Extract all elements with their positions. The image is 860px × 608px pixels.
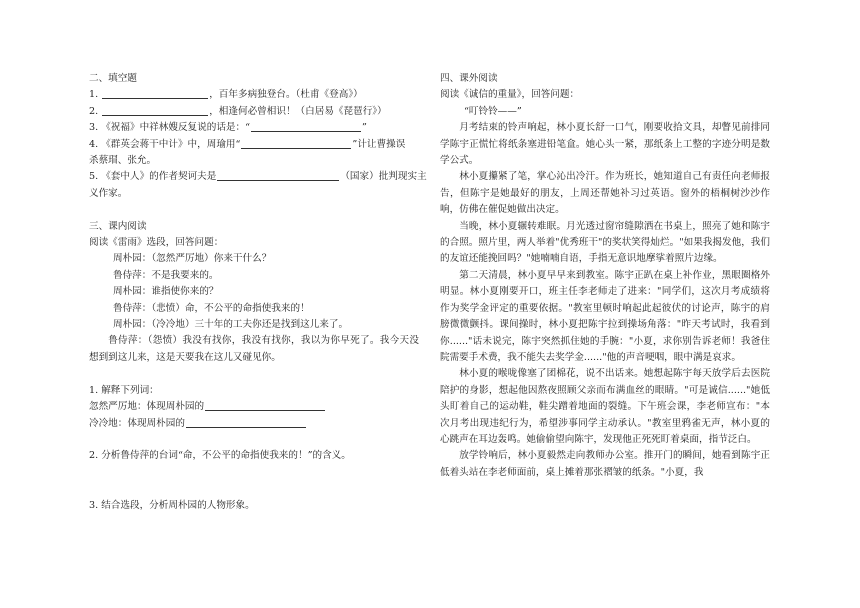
dialogue-line: 周朴园：谁指使你来的？	[113, 286, 219, 298]
story-opening-line: “叮铃铃——”	[464, 105, 522, 117]
answer-blank-3[interactable]	[251, 120, 361, 132]
answer-blank-1b[interactable]	[186, 416, 306, 428]
story-paragraph: 林小夏的喉咙像塞了团棉花，说不出话来。她想起陈宇每天放学后去医院陪护的身影，想起他因熬夜照顾父亲而布满血丝的眼睛。"可是诚信......"她低头盯着自己的运动鞋，鞋尖蹭着地面的裂缝。下午班会课，李老师宣布："本次月考出现违纪行为，希望涉事同学主动承认。"教室里鸦雀无声，林小夏的心跳声在耳边轰鸣。她偷偷望向陈宇，发现他正死死盯着桌面，指节泛白。	[440, 368, 770, 445]
answer-blank-4[interactable]	[241, 137, 351, 149]
extra-reading-heading: 四、课外阅读	[440, 73, 498, 84]
subquestion-3: 3. 结合选段，分析周朴园的人物形象。	[89, 499, 255, 511]
right-column	[440, 71, 770, 481]
answer-blank-1a[interactable]	[205, 399, 325, 411]
dialogue-line: 周朴园：（忽然严厉地）你来干什么？	[113, 253, 272, 265]
subquestion-1b-text: 冷冷地：体现周朴园的	[89, 417, 185, 429]
subquestion-1a-text: 忽然严厉地：体现周朴园的	[89, 401, 205, 413]
answer-blank-2[interactable]	[102, 104, 208, 116]
reading-intro: 阅读《雷雨》选段，回答问题：	[89, 237, 224, 249]
reading-heading: 三、课内阅读	[89, 220, 147, 232]
question-4	[89, 137, 419, 153]
question-2-text: ，相逢何必曾相识！（白居易《琵琶行》）	[209, 105, 387, 117]
question-3-text: 3. 《祝福》中祥林嫂反复说的话是：“	[89, 122, 251, 134]
question-1	[89, 87, 419, 103]
dialogue-line: 鲁侍萍：（悲愤）命，不公平的命指使我来的！	[113, 302, 310, 314]
dialogue-line: 周朴园：（冷冷地）三十年的工夫你还是找到这儿来了。	[113, 319, 349, 331]
story-paragraph: 放学铃响后，林小夏毅然走向教师办公室。推开门的瞬间，她看到陈宇正低着头站在李老师面前，桌上摊着那张褶皱的纸条。"小夏，我	[440, 450, 770, 478]
story-paragraph: 林小夏攥紧了笔，掌心沁出冷汗。作为班长，她知道自己有责任向老师报告，但陈宇是她最好的朋友，上周还帮她补习过英语。窗外的梧桐树沙沙作响，仿佛在催促她做出决定。	[440, 171, 770, 216]
question-2-number: 2.	[89, 105, 99, 117]
question-5-continued: 义作家。	[89, 187, 128, 199]
dialogue-line-last: 鲁侍萍：（怨愤）我没有找你，我没有找你，我以为你早死了。我今天没想到到这儿来，这是天要我在这儿又碰见你。	[89, 335, 419, 363]
question-4-continued: 杀蔡瑁、张允。	[89, 155, 157, 167]
question-3-close-quote: ”	[362, 122, 367, 134]
subquestion-1b	[89, 416, 419, 432]
question-4-text: 4. 《群英会蒋干中计》中，周瑜用“	[89, 138, 241, 150]
story-paragraph: 第二天清晨，林小夏早早来到教室。陈宇正趴在桌上补作业，黑眼圈格外明显。林小夏刚要开口，班主任李老师走了进来："同学们，这次月考成绩将作为奖学金评定的重要依据。"教室里顿时响起此起彼伏的讨论声，陈宇的肩膀微微颤抖。课间操时，林小夏把陈宇拉到操场角落："昨天考试时，我看到你......"话未说完，陈宇突然抓住她的手腕："小夏，求你别告诉老师！我爸住院需要手术费，我不能失去奖学金......"他的声音哽咽，眼中满是哀求。	[440, 269, 770, 363]
question-5	[89, 169, 427, 185]
question-4-text-end: ”计让曹操误	[352, 138, 406, 150]
dialogue-line: 鲁侍萍：不是我要来的。	[113, 269, 219, 281]
subquestion-1a	[89, 399, 419, 415]
subquestion-2: 2. 分析鲁侍萍的台词“命，不公平的命指使我来的！”的含义。	[89, 450, 351, 462]
story-paragraph: 月考结束的铃声响起，林小夏长舒一口气，刚要收拾文具，却瞥见前排同学陈宇正慌忙将纸条塞进铅笔盒。她心头一紧，那纸条上工整的字迹分明是数学公式。	[440, 122, 770, 167]
question-1-number: 1.	[89, 89, 99, 101]
question-5-text-end: （国家）批判现实主	[340, 171, 427, 183]
question-1-text: ，百年多病独登台。（杜甫《登高》）	[209, 89, 363, 101]
story-paragraph: 当晚，林小夏辗转难眠。月光透过窗帘缝隙洒在书桌上，照亮了她和陈宇的合照。照片里，两人举着"优秀班干"的奖状笑得灿烂。"如果我揭发他，我们的友谊还能挽回吗？"她喃喃自语，手指无意识地摩挲着照片边缘。	[440, 220, 770, 265]
subquestion-1: 1. 解释下列词：	[89, 384, 159, 396]
extra-reading-intro: 阅读《诚信的重量》，回答问题：	[440, 89, 580, 101]
fill-heading: 二、填空题	[89, 73, 137, 84]
question-3	[89, 120, 419, 136]
question-5-text: 5. 《套中人》的作者契诃夫是	[89, 171, 217, 183]
answer-blank-1[interactable]	[102, 87, 208, 99]
question-2	[89, 104, 419, 120]
left-column	[89, 71, 427, 514]
answer-blank-5[interactable]	[217, 169, 339, 181]
